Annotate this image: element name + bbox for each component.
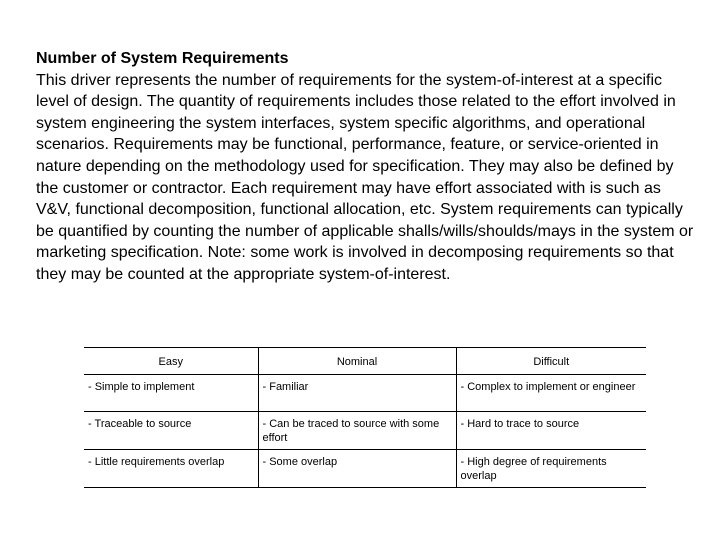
table-cell-nominal: - Can be traced to source with some effort <box>258 412 456 450</box>
document-body: This driver represents the number of requirements for the system-of-interest at a specific level of design. The quantity of requirements includes those related to the effort involved in system engineering the system interfaces, system specific algorithms, and operational scenarios. Requirements may be functional, performance, feature, or service-oriented in nature depending on the methodology used for specification. They may also be defined by the customer or contractor. Each requirement may have effort associated with is such as V&V, functional decomposition, functional allocation, etc. System requirements can typically be quantified by counting the number of applicable shalls/wills/shoulds/mays in the system or marketing specification. Note: some work is involved in decomposing requirements so that they may be counted at the appropriate system-of-interest. <box>36 71 694 283</box>
table-row <box>84 375 646 412</box>
table-cell-difficult: - Hard to trace to source <box>456 412 646 450</box>
table-cell-easy: - Traceable to source <box>84 412 258 450</box>
rating-levels-table <box>84 347 646 488</box>
header-easy: Easy <box>84 348 258 375</box>
header-difficult: Difficult <box>456 348 646 375</box>
header-nominal: Nominal <box>258 348 456 375</box>
table-cell-difficult: - High degree of requirements overlap <box>456 450 646 488</box>
table-cell-nominal: - Familiar <box>258 375 456 412</box>
table-cell-easy: - Simple to implement <box>84 375 258 412</box>
document-title: Number of System Requirements <box>36 50 289 67</box>
table-row <box>84 450 646 488</box>
table-header-row <box>84 348 646 375</box>
document-content <box>36 48 696 286</box>
table-cell-nominal: - Some overlap <box>258 450 456 488</box>
table-cell-difficult: - Complex to implement or engineer <box>456 375 646 412</box>
table-cell-easy: - Little requirements overlap <box>84 450 258 488</box>
table-row <box>84 412 646 450</box>
